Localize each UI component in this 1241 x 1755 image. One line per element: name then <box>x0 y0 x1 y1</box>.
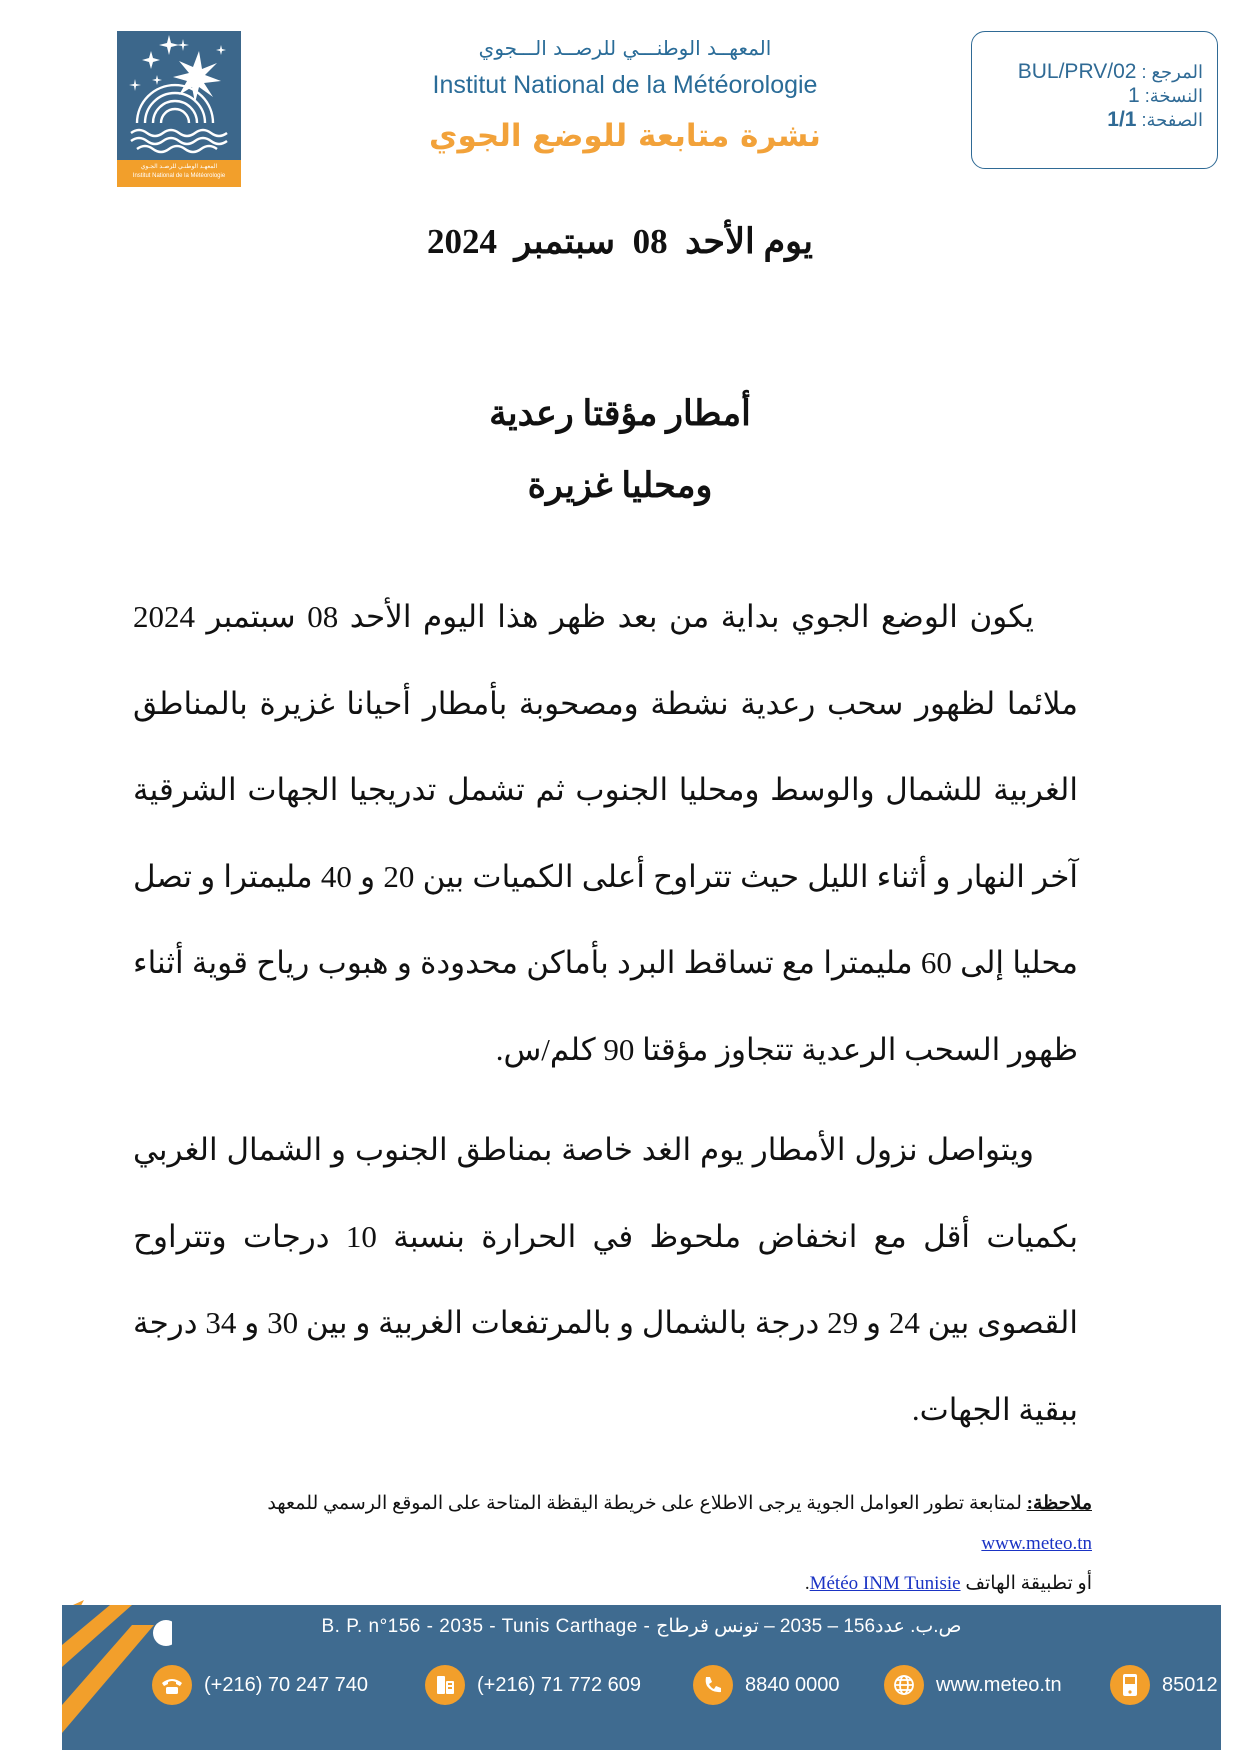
note-text-2: أو تطبيقة الهاتف <box>965 1573 1092 1594</box>
hotline-icon <box>693 1665 733 1705</box>
reference-label: المرجع : <box>1141 62 1203 82</box>
logo-french-caption: Institut National de la Météorologie <box>132 173 226 179</box>
footer-hotline-number: 8840 0000 <box>745 1673 840 1696</box>
institute-name-french: Institut National de la Météorologie <box>432 71 818 99</box>
note-line-1 <box>160 1484 1092 1564</box>
logo-emblem-icon <box>117 31 241 161</box>
page-value: 1/1 <box>1107 108 1137 131</box>
footer-website <box>884 1662 1062 1708</box>
globe-icon <box>884 1665 924 1705</box>
bulletin-date: يوم الأحد 08 سبتمبر 2024 <box>427 222 813 261</box>
footer-sms-number: 85012 <box>1162 1673 1218 1696</box>
reference-box <box>971 31 1218 169</box>
footer-fax <box>425 1662 641 1708</box>
footer-phone <box>152 1662 368 1708</box>
fax-icon <box>425 1665 465 1705</box>
headline-line-1: أمطار مؤقتا رعدية <box>489 394 751 433</box>
note <box>160 1484 1092 1604</box>
body-paragraph-1-text: يكون الوضع الجوي بداية من بعد ظهر هذا اليوم الأحد 08 سبتمبر 2024 ملائما لظهور سحب رعدية نشطة ومصحوبة بأمطار أحيانا غزيرة بالمناطق الغربية للشمال والوسط ومحليا الجنوب ثم تشمل تدريجيا الجهات الشرقية آخر النهار و أثناء الليل حيث تتراوح أعلى الكميات بين 20 و 40 مليمترا و تصل محليا إلى 60 مليمترا مع تساقط البرد بأماكن محدودة و هبوب رياح قوية أثناء ظهور السحب الرعدية تتجاوز مؤقتا 90 كلم/س. <box>133 599 1079 1067</box>
sms-icon <box>1110 1665 1150 1705</box>
institute-name-arabic: المعهــد الوطنـــي للرصــد الـــجوي <box>478 36 772 60</box>
page-row <box>972 108 1203 132</box>
inm-logo <box>117 31 241 187</box>
note-text: لمتابعة تطور العوامل الجوية يرجى الاطلاع على خريطة اليقظة المتاحة على الموقع الرسمي للمعهد <box>267 1493 1022 1514</box>
footer-phone-number: (+216) 70 247 740 <box>204 1673 369 1696</box>
footer-website-text[interactable]: www.meteo.tn <box>936 1673 1062 1696</box>
version-label: النسخة: <box>1144 86 1203 106</box>
body-paragraph-2-text: ويتواصل نزول الأمطار يوم الغد خاصة بمناطق الجنوب و الشمال الغربي بكميات أقل مع انخفاض ملحوظ في الحرارة بنسبة 10 درجات وتتراوح القصوى بين 24 و 29 درجة بالشمال و بالمرتفعات الغربية و بين 30 و 34 درجة ببقية الجهات. <box>133 1132 1078 1427</box>
reference-row <box>972 60 1203 84</box>
phone-icon <box>152 1665 192 1705</box>
footer-bar <box>62 1605 1221 1750</box>
headline-line-2: ومحليا غزيرة <box>527 466 713 505</box>
page-label: الصفحة: <box>1141 110 1203 130</box>
body-paragraph-1 <box>133 574 1078 1093</box>
bulletin-title: نشرة متابعة للوضع الجوي <box>429 118 821 154</box>
note-label: ملاحظة: <box>1026 1493 1092 1514</box>
version-row <box>972 84 1203 108</box>
logo-arabic-caption: المعهـد الوطنـي للرصـد الجـوي <box>140 164 218 170</box>
footer-sms <box>1110 1662 1218 1708</box>
app-link[interactable]: Météo INM Tunisie <box>809 1573 961 1594</box>
note-line-2 <box>160 1564 1092 1604</box>
logo-band <box>117 160 241 187</box>
reference-value: BUL/PRV/02 <box>1017 60 1137 83</box>
headline <box>300 378 940 522</box>
note-end: . <box>804 1573 810 1594</box>
footer-hotline <box>693 1662 840 1708</box>
body-paragraph-2 <box>133 1107 1078 1453</box>
footer-address: B. P. n°156 - 2035 - Tunis Carthage - ص.ب. عدد156 – 2035 – تونس قرطاج <box>321 1616 962 1637</box>
website-link[interactable]: www.meteo.tn <box>981 1533 1092 1554</box>
version-value: 1 <box>1128 84 1140 107</box>
footer-fax-number: (+216) 71 772 609 <box>477 1673 642 1696</box>
